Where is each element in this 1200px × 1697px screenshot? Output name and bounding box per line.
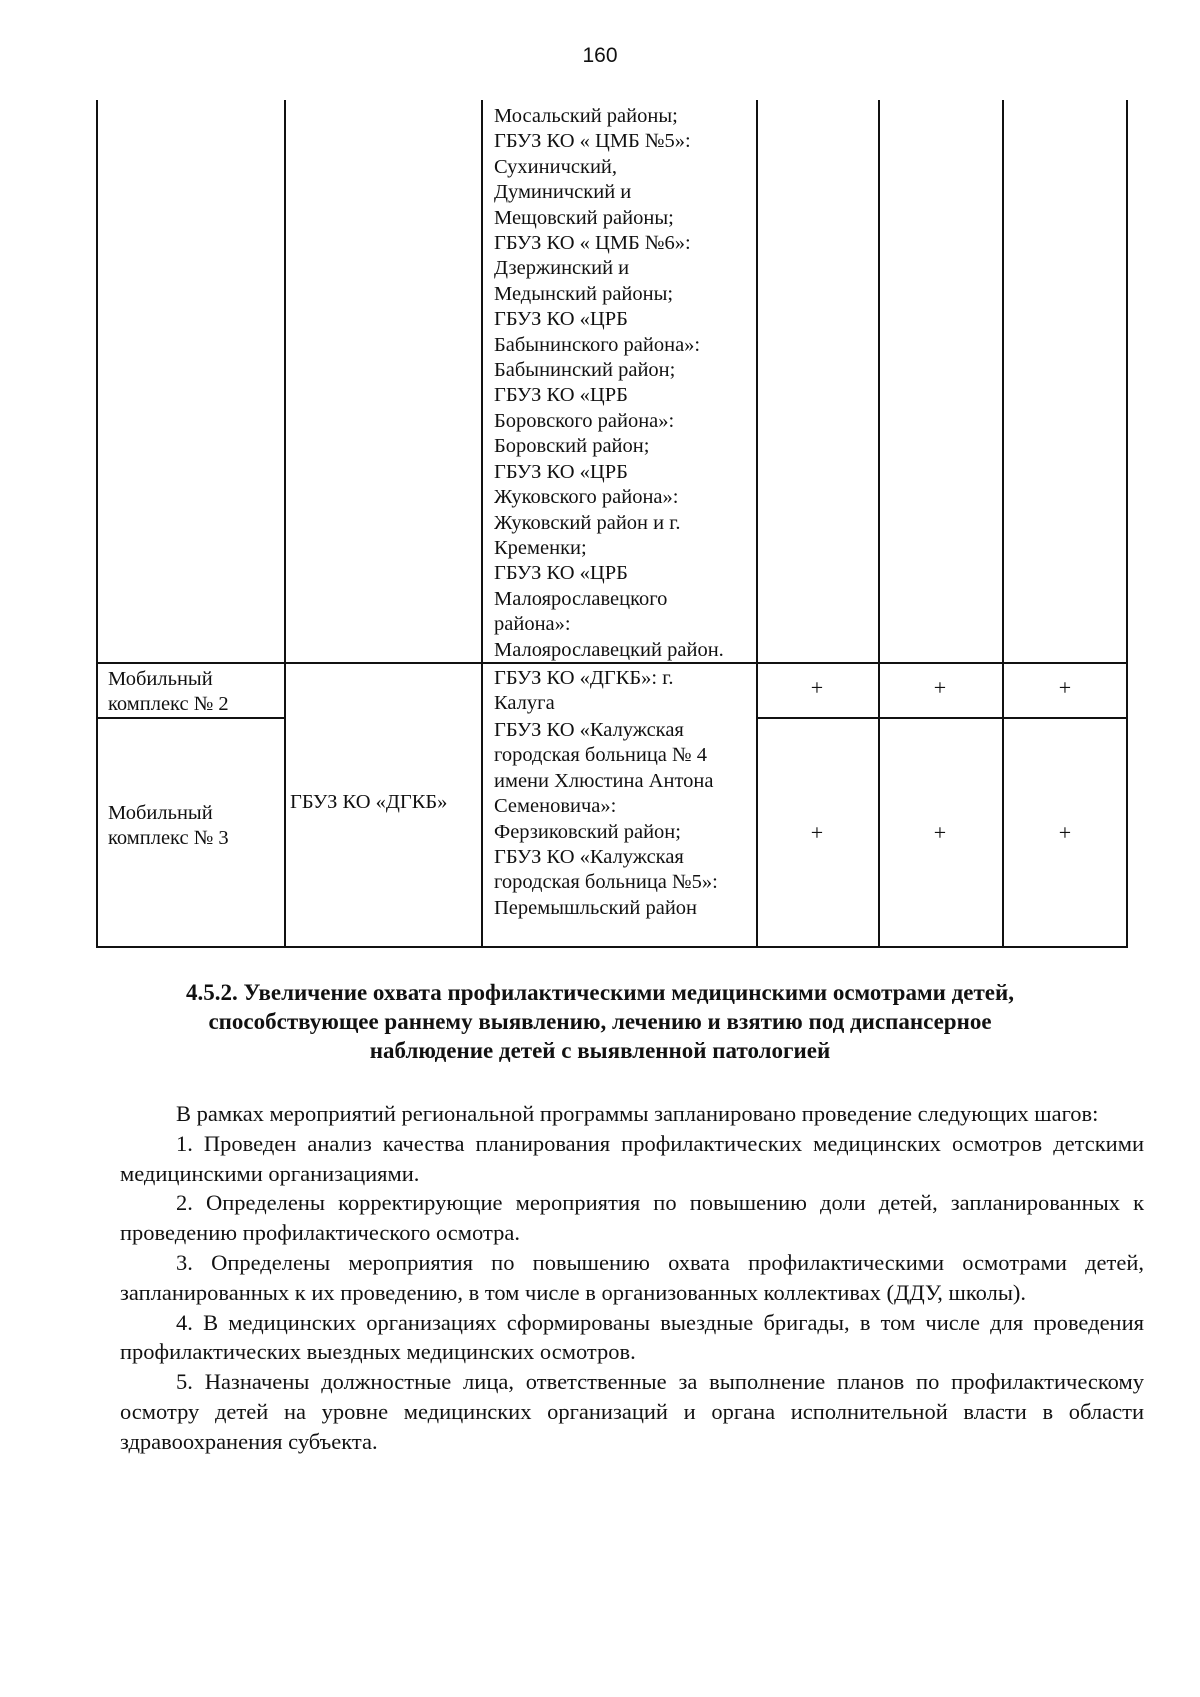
paragraph-step-4: 4. В медицинских организациях сформированы выездные бригады, в том числе для проведения профилактических выездных медицинских осмотров. (120, 1309, 1144, 1365)
complex-2-regions (494, 666, 673, 717)
table-row-border-2b (756, 717, 1128, 719)
section-heading (130, 978, 1070, 1065)
cell-line: ГБУЗ КО «Калужская (494, 846, 684, 869)
cell-line: комплекс № 2 (108, 693, 229, 716)
complex-3-mark-3: + (1058, 820, 1072, 845)
table-border-col3 (756, 100, 758, 948)
table-row-border-bottom (96, 946, 1128, 948)
complex-3-regions (494, 718, 718, 921)
cell-line: Жуковского района»: (494, 486, 679, 509)
cell-line: городская больница № 4 (494, 744, 707, 767)
cell-line: ГБУЗ КО «ЦРБ (494, 460, 628, 483)
complex-3-mark-2: + (933, 820, 947, 845)
cell-line: Мобильный (108, 668, 213, 690)
cell-line: Малоярославецкого (494, 587, 668, 610)
cell-line: Боровский район; (494, 435, 650, 458)
complex-2-mark-3: + (1058, 675, 1072, 700)
cell-line: Калуга (494, 692, 555, 715)
table-border-col1 (284, 100, 286, 948)
cell-line: Бабынинский район; (494, 359, 676, 382)
complex-3-name (108, 801, 229, 852)
table-border-col4 (878, 100, 880, 948)
cell-line: Малоярославецкий район. (494, 638, 724, 661)
cell-line: ГБУЗ КО «ЦРБ (494, 384, 628, 407)
heading-line: 4.5.2. Увеличение охвата профилактическими медицинскими осмотрами детей, (185, 980, 1014, 1005)
cell-line: Сухиничский, (494, 155, 618, 178)
cell-line: района»: (494, 613, 571, 636)
cell-line: Дзержинский и (494, 257, 630, 280)
table-border-left (96, 100, 98, 948)
cell-line: ГБУЗ КО « ЦМБ №5»: (494, 130, 691, 153)
cell-line: ГБУЗ КО «Калужская (494, 719, 684, 741)
complex-3-mark-1: + (810, 820, 824, 845)
paragraph-step-2: 2. Определены корректирующие мероприятия по повышению доли детей, запланированных к проведению профилактического осмотра. (120, 1190, 1144, 1246)
paragraph-step-5: 5. Назначены должностные лица, ответственные за выполнение планов по профилактическому осмотру детей на уровне медицинских организаций и органа исполнительной власти в области здравоохранения субъекта. (120, 1369, 1144, 1454)
cell-line: Мосальский районы; (494, 105, 678, 127)
regions-continued-cell (494, 104, 724, 663)
complexes-table (96, 100, 1128, 948)
table-border-right (1126, 100, 1128, 948)
cell-line: городская больница №5»: (494, 871, 718, 894)
complex-2-mark-1: + (810, 675, 824, 700)
cell-line: Кременки; (494, 536, 587, 559)
cell-line: имени Хлюстина Антона (494, 769, 714, 792)
complex-2-mark-2: + (933, 675, 947, 700)
paragraph-step-1: 1. Проведен анализ качества планирования профилактических медицинских осмотров детскими медицинскими организациями. (120, 1130, 1144, 1186)
cell-line: ГБУЗ КО «ДГКБ»: г. (494, 667, 674, 689)
heading-line: способствующее раннему выявлению, лечению и взятию под диспансерное (208, 1009, 992, 1034)
table-border-col2 (481, 100, 483, 948)
cell-line: Думиничский и (494, 181, 632, 204)
cell-line: Медынский районы; (494, 282, 674, 305)
body-text (120, 1099, 1144, 1457)
cell-line: Мещовский районы; (494, 206, 674, 229)
cell-line: Перемышльский район (494, 896, 698, 919)
cell-line: Жуковский район и г. (494, 511, 681, 534)
cell-line: ГБУЗ КО « ЦМБ №6»: (494, 232, 691, 255)
cell-line: комплекс № 3 (108, 827, 229, 850)
table-border-col5 (1002, 100, 1004, 948)
heading-line: наблюдение детей с выявленной патологией (369, 1038, 831, 1063)
cell-line: Семеновича»: (494, 795, 617, 818)
cell-line: Бабынинского района»: (494, 333, 701, 356)
page-number: 160 (582, 44, 618, 67)
paragraph-step-3: 3. Определены мероприятия по повышению охвата профилактическими осмотрами детей, запланированных к их проведению, в том числе в организованных коллективах (ДДУ, школы). (120, 1249, 1144, 1305)
paragraph-intro: В рамках мероприятий региональной программы запланировано проведение следующих шагов: (176, 1101, 1099, 1126)
cell-line: Мобильный (108, 802, 213, 824)
complex-2-name (108, 667, 229, 718)
cell-line: Ферзиковский район; (494, 820, 681, 843)
cell-line: ГБУЗ КО «ЦРБ (494, 562, 628, 585)
cell-line: Боровского района»: (494, 409, 675, 432)
shared-organization: ГБУЗ КО «ДГКБ» (290, 791, 448, 813)
cell-line: ГБУЗ КО «ЦРБ (494, 308, 628, 331)
